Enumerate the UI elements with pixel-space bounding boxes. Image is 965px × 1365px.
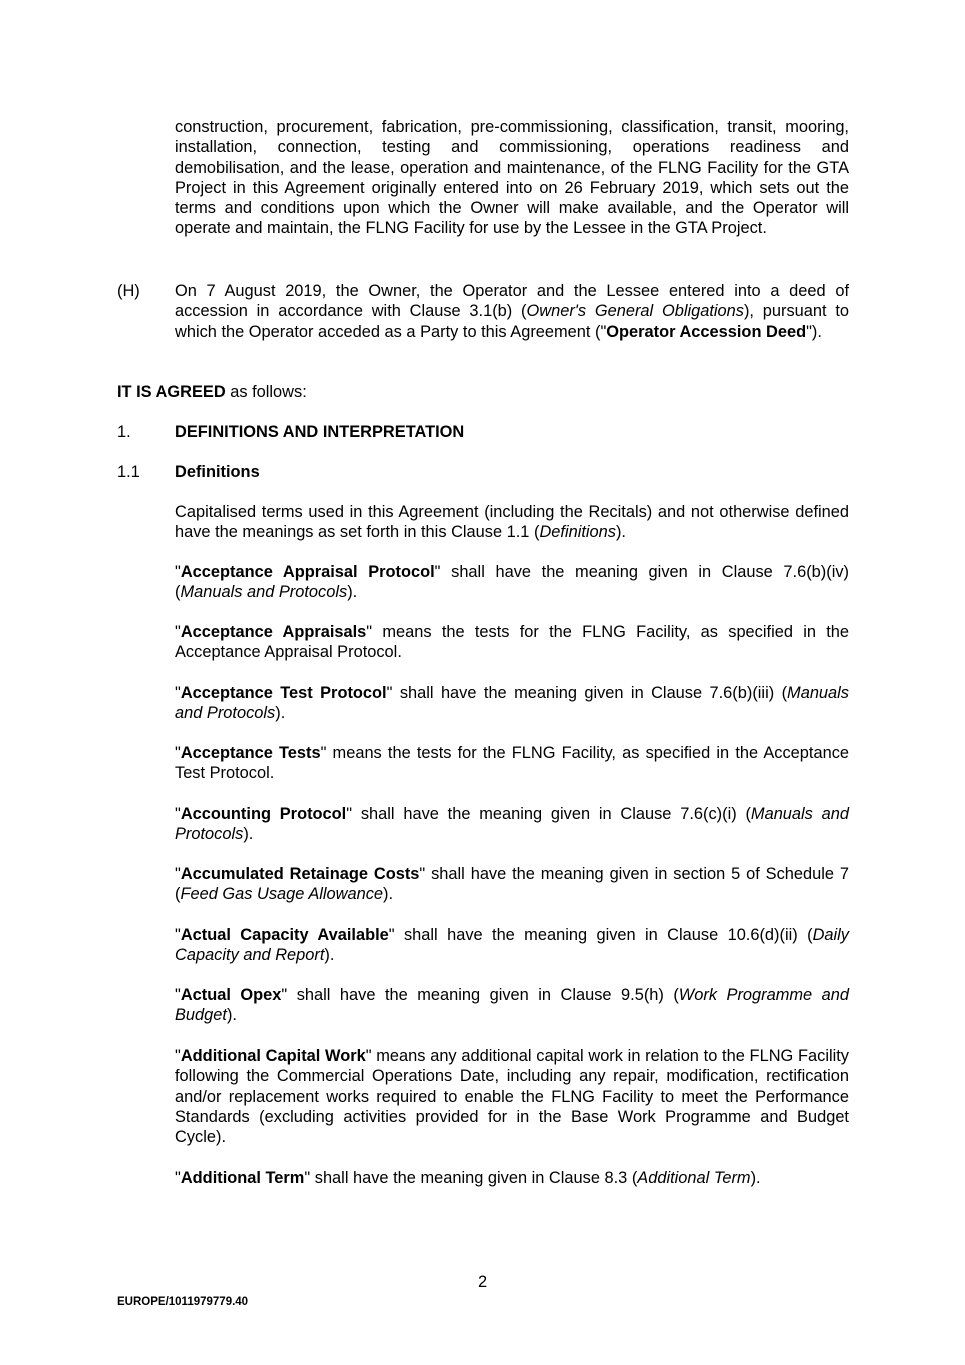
definition-end: ).: [750, 1169, 761, 1187]
definition-item: "Additional Term" shall have the meaning given in Clause 8.3 (Additional Term).: [175, 1169, 761, 1187]
definition-text: " shall have the meaning given in Clause 9.5(h) (: [281, 986, 679, 1004]
definition-item: "Accumulated Retainage Costs" shall have the meaning given in section 5 of Schedule 7 (Feed Gas Usage Allowance).: [175, 865, 849, 904]
definition-italic: Feed Gas Usage Allowance: [180, 885, 384, 904]
definition-text: " shall have the meaning given in Clause 10.6(d)(ii) (: [388, 926, 813, 944]
document-reference: EUROPE/1011979779.40: [117, 1296, 249, 1308]
recital-h-bold: Operator Accession Deed: [606, 322, 807, 341]
definition-item: "Acceptance Appraisal Protocol" shall have the meaning given in Clause 7.6(b)(iv) (Manuals and Protocols).: [175, 563, 849, 602]
clause-1-1-intro-end: ).: [615, 523, 626, 542]
definition-text: " shall have the meaning given in Clause 7.6(b)(iv) (: [175, 563, 849, 602]
recital-h-text-2: ), pursuant to which the Operator acceded as a Party to this Agreement (": [175, 302, 849, 341]
section-1-title: DEFINITIONS AND INTERPRETATION: [175, 423, 465, 441]
definition-term: Actual Opex: [180, 986, 282, 1004]
definition-italic: Manuals and Protocols: [175, 684, 849, 723]
recital-h-italic: Owner's General Obligations: [526, 302, 744, 321]
definition-term: Acceptance Appraisal Protocol: [180, 563, 435, 581]
definition-end: ).: [226, 1006, 237, 1025]
definition-italic: Manuals and Protocols: [175, 805, 850, 844]
page-number: 2: [477, 1273, 488, 1291]
recital-h-text: [175, 281, 849, 342]
agreed-text: as follows:: [225, 383, 307, 401]
recital-h-text-1: On 7 August 2019, the Owner, the Operator and the Lessee entered into a deed of accession in accordance with Clause 3.1(b) (: [175, 282, 849, 321]
definition-term: Additional Capital Work: [180, 1047, 366, 1065]
definition-item: "Acceptance Test Protocol" shall have the meaning given in Clause 7.6(b)(iii) (Manuals and Protocols).: [175, 684, 849, 723]
definition-text: " means any additional capital work in relation to the FLNG Facility following the Commercial Operations Date, including any repair, modification, rectification and/or replacement works required to enable the FLNG Facility to meet the Performance Standards (excluding activities provided for in the Base Work Programme and Budget Cycle).: [175, 1047, 849, 1147]
agreed-bold: IT IS AGREED: [117, 383, 226, 401]
definition-text: " means the tests for the FLNG Facility, as specified in the Acceptance Test Protocol.: [175, 744, 849, 783]
definition-end: ).: [347, 583, 358, 602]
definition-italic: Work Programme and Budget: [175, 986, 849, 1025]
definition-item: "Actual Capacity Available" shall have the meaning given in Clause 10.6(d)(ii) (Daily Capacity and Report).: [175, 926, 849, 965]
recital-h-text-3: ").: [806, 322, 822, 341]
definition-end: ).: [383, 885, 394, 904]
definition-italic: Additional Term: [637, 1169, 751, 1187]
clause-1-1-intro: [175, 502, 849, 543]
definition-text: " shall have the meaning given in Clause 8.3 (: [304, 1169, 638, 1187]
definition-italic: Daily Capacity and Report: [175, 926, 849, 965]
definition-text: " means the tests for the FLNG Facility, as specified in the Acceptance Appraisal Protocol.: [175, 623, 849, 662]
definition-term: Additional Term: [180, 1169, 305, 1187]
definition-end: ).: [243, 825, 254, 844]
definition-text: " shall have the meaning given in Clause 7.6(c)(i) (: [346, 805, 751, 823]
agreed-line: [117, 382, 307, 402]
definition-end: ).: [324, 946, 335, 965]
definition-term: Accounting Protocol: [180, 805, 347, 823]
definition-italic: Manuals and Protocols: [180, 583, 348, 602]
definition-end: ).: [275, 704, 286, 723]
clause-1-1-number: 1.1: [117, 463, 140, 481]
definition-item: "Acceptance Appraisals" means the tests for the FLNG Facility, as specified in the Acceptance Appraisal Protocol.: [175, 623, 849, 662]
definition-text: " shall have the meaning given in section 5 of Schedule 7 (: [175, 865, 849, 904]
definition-item: "Actual Opex" shall have the meaning given in Clause 9.5(h) (Work Programme and Budget).: [175, 986, 849, 1025]
definition-item: "Accounting Protocol" shall have the meaning given in Clause 7.6(c)(i) (Manuals and Protocols).: [175, 805, 850, 844]
definition-term: Acceptance Appraisals: [180, 623, 367, 641]
clause-1-1-intro-text: Capitalised terms used in this Agreement (including the Recitals) and not otherwise defined have the meanings as set forth in this Clause 1.1 (: [175, 503, 849, 542]
definition-item: "Acceptance Tests" means the tests for the FLNG Facility, as specified in the Acceptance Test Protocol.: [175, 744, 849, 783]
recital-g-text: construction, procurement, fabrication, pre-commissioning, classification, transit, mooring, installation, connection, testing and commissioning, operations readiness and demobilisation, and the lease, operation and maintenance, of the FLNG Facility for the GTA Project in this Agreement originally entered into on 26 February 2019, which sets out the terms and conditions upon which the Owner will make available, and the Operator will operate and maintain, the FLNG Facility for use by the Lessee in the GTA Project.: [175, 118, 849, 238]
clause-1-1-intro-italic: Definitions: [539, 523, 616, 542]
definition-term: Acceptance Test Protocol: [180, 684, 387, 702]
definition-item: "Additional Capital Work" means any additional capital work in relation to the FLNG Facility following the Commercial Operations Date, including any repair, modification, rectification and/or replacement works required to enable the FLNG Facility to meet the Performance Standards (excluding activities provided for in the Base Work Programme and Budget Cycle).: [175, 1047, 849, 1147]
section-1-number: 1.: [117, 423, 131, 441]
definition-text: " shall have the meaning given in Clause 7.6(b)(iii) (: [386, 684, 788, 702]
definition-term: Accumulated Retainage Costs: [180, 865, 420, 883]
clause-1-1-title: Definitions: [175, 463, 260, 481]
recital-h-label: (H): [117, 282, 140, 300]
definition-term: Actual Capacity Available: [180, 926, 389, 944]
definition-term: Acceptance Tests: [180, 744, 321, 762]
